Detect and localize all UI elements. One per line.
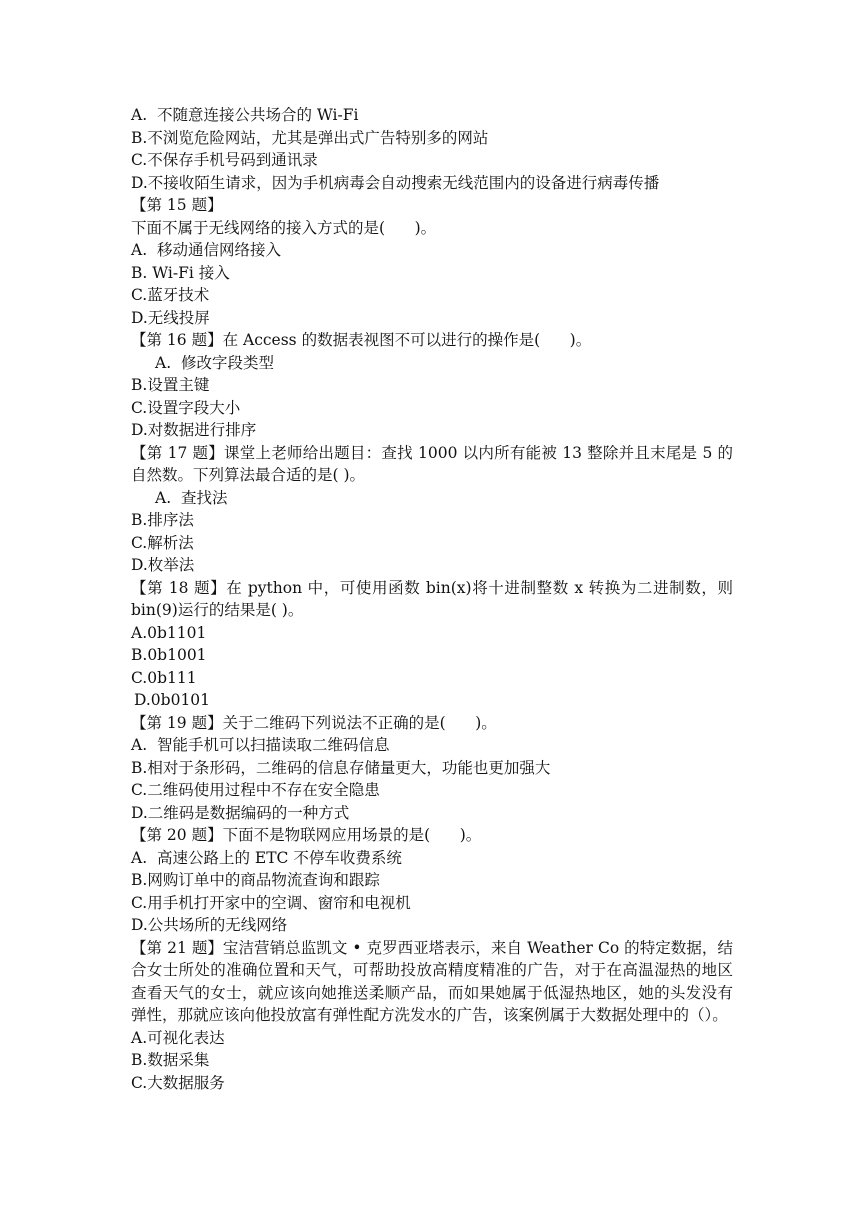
q15-option-c: C.蓝牙技术 [131,286,210,304]
q17-option-a: A. 查找法 [155,488,228,507]
q16-option-a: A. 修改字段类型 [155,353,274,372]
q19-option-c: C.二维码使用过程中不存在安全隐患 [131,781,380,799]
q18-option-b: B.0b1001 [131,646,207,664]
q15-header: 【第 15 题】 [131,196,223,214]
q20-option-c: C.用手机打开家中的空调、窗帘和电视机 [131,893,411,912]
q16-option-b: B.设置主键 [131,376,210,394]
q21-stem: 【第 21 题】宝洁营销总监凯文 • 克罗西亚塔表示，来自 Weather Co 的特定数据，结合女士所处的准确位置和天气，可帮助投放高精度精准的广告，对于在高温湿热的地区查看天气的女士，就应该向她推送柔顺产品，而如果她属于低湿热地区，她的头发没有弹性，那就应该向他投放富有弹性配方洗发水的广告，该案例属于大数据处理中的（）。 [131,938,733,1024]
q20-option-d: D.公共场所的无线网络 [131,916,288,934]
q21-option-c: C.大数据服务 [131,1073,225,1092]
q20-option-b: B.网购订单中的商品物流查询和跟踪 [131,871,380,889]
q20-option-a: A. 高速公路上的 ETC 不停车收费系统 [131,848,402,867]
q15-stem: 下面不属于无线网络的接入方式的是( )。 [131,218,437,237]
q19-stem: 【第 19 题】关于二维码下列说法不正确的是( )。 [131,713,497,732]
q18-option-a: A.0b1101 [131,623,207,642]
q16-option-d: D.对数据进行排序 [131,421,257,439]
q14-option-a: A. 不随意连接公共场合的 Wi-Fi [131,106,359,124]
q14-option-b: B.不浏览危险网站，尤其是弹出式广告特别多的网站 [131,128,489,147]
q18-option-d: D.0b0101 [134,691,211,709]
q21-option-a: A.可视化表达 [131,1028,225,1047]
q16-stem: 【第 16 题】在 Access 的数据表视图不可以进行的操作是( )。 [131,331,592,349]
q18-stem: 【第 18 题】在 python 中，可使用函数 bin(x)将十进制整数 x 转换为二进制数，则 bin(9)运行的结果是( )。 [131,578,733,619]
q17-option-b: B.排序法 [131,511,194,529]
q20-stem: 【第 20 题】下面不是物联网应用场景的是( )。 [131,826,482,844]
q19-option-a: A. 智能手机可以扫描读取二维码信息 [131,736,390,754]
q17-option-c: C.解析法 [131,533,194,552]
q19-option-b: B.相对于条形码，二维码的信息存储量更大，功能也更加强大 [131,758,551,777]
q18-option-c: C.0b111 [131,668,197,687]
question-list [131,104,733,1094]
q16-option-c: C.设置字段大小 [131,398,241,417]
q17-stem: 【第 17 题】课堂上老师给出题目：查找 1000 以内所有能被 13 整除并且末尾是 5 的自然数。下列算法最合适的是( )。 [131,443,733,484]
q15-option-d: D.无线投屏 [131,308,210,327]
q17-option-d: D.枚举法 [131,556,195,574]
q19-option-d: D.二维码是数据编码的一种方式 [131,803,350,822]
q15-option-a: A. 移动通信网络接入 [131,241,281,259]
q14-option-c: C.不保存手机号码到通讯录 [131,151,318,169]
q21-option-b: B.数据采集 [131,1051,210,1069]
q14-option-d: D.不接收陌生请求，因为手机病毒会自动搜索无线范围内的设备进行病毒传播 [131,173,660,192]
q15-option-b: B. Wi-Fi 接入 [131,263,230,282]
